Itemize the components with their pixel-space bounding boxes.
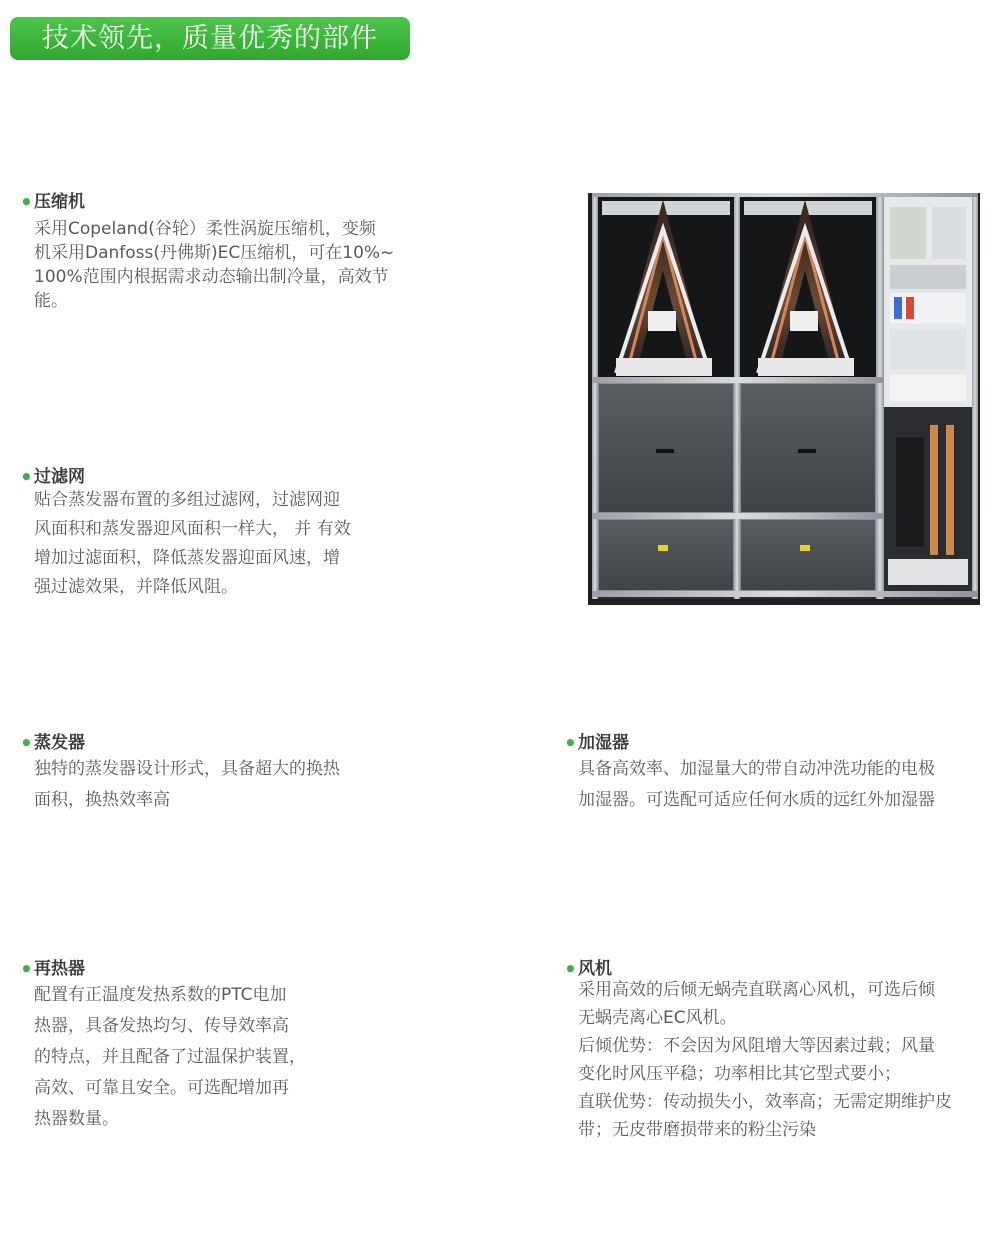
description-line: 采用Copeland(谷轮）柔性涡旋压缩机，变频 <box>34 219 376 239</box>
feature-description <box>34 217 394 313</box>
feature-title: 过滤网 <box>34 467 85 487</box>
description-line: 能。 <box>34 291 68 311</box>
description-line: 带；无皮带磨损带来的粉尘污染 <box>578 1120 816 1140</box>
description-line: 贴合蒸发器布置的多组过滤网，过滤网迎 <box>34 490 340 510</box>
description-line: 的特点，并且配备了过温保护装置， <box>34 1047 306 1067</box>
bullet-dot-icon: • <box>20 731 33 755</box>
description-line: 增加过滤面积，降低蒸发器迎面风速，增 <box>34 548 340 568</box>
feature-description <box>34 486 351 602</box>
description-line: 强过滤效果，并降低风阻。 <box>34 577 238 597</box>
feature-description <box>578 976 952 1144</box>
feature-title: 再热器 <box>34 959 85 979</box>
description-line: 面积，换热效率高 <box>34 790 170 810</box>
feature-description <box>34 980 306 1135</box>
bullet-dot-icon: • <box>20 190 33 214</box>
description-line: 变化时风压平稳；功率相比其它型式要小； <box>578 1064 901 1084</box>
feature-title: 加湿器 <box>578 733 629 753</box>
description-line: 直联优势：传动损失小，效率高；无需定期维护皮 <box>578 1092 952 1112</box>
description-line: 具备高效率、加湿量大的带自动冲洗功能的电极 <box>578 759 935 779</box>
description-line: 后倾优势：不会因为风阻增大等因素过载；风量 <box>578 1036 935 1056</box>
description-line: 风面积和蒸发器迎风面积一样大， 并 有效 <box>34 519 351 539</box>
feature-title: 压缩机 <box>34 192 85 212</box>
unit-cabinet-image <box>588 193 980 605</box>
description-line: 100%范围内根据需求动态输出制冷量，高效节 <box>34 267 389 287</box>
page-title: 技术领先，质量优秀的部件 <box>42 23 378 54</box>
feature-title: 风机 <box>578 959 612 979</box>
bullet-dot-icon: • <box>20 465 33 489</box>
description-line: 热器，具备发热均匀、传导效率高 <box>34 1016 289 1036</box>
description-line: 机采用Danfoss(丹佛斯)EC压缩机，可在10%~ <box>34 243 395 263</box>
description-line: 热器数量。 <box>34 1109 119 1129</box>
feature-title: 蒸发器 <box>34 733 85 753</box>
description-line: 高效、可靠且安全。可选配增加再 <box>34 1078 289 1098</box>
header-banner <box>10 17 410 60</box>
feature-description <box>578 754 935 816</box>
unit-cabinet-illustration <box>588 193 980 605</box>
description-line: 无蜗壳离心EC风机。 <box>578 1008 737 1028</box>
bullet-dot-icon: • <box>564 957 577 981</box>
description-line: 独特的蒸发器设计形式，具备超大的换热 <box>34 759 340 779</box>
feature-description <box>34 754 340 816</box>
bullet-dot-icon: • <box>20 957 33 981</box>
bullet-dot-icon: • <box>564 731 577 755</box>
description-line: 采用高效的后倾无蜗壳直联离心风机，可选后倾 <box>578 980 935 1000</box>
description-line: 加湿器。可选配可适应任何水质的远红外加湿器 <box>578 790 935 810</box>
description-line: 配置有正温度发热系数的PTC电加 <box>34 985 287 1005</box>
